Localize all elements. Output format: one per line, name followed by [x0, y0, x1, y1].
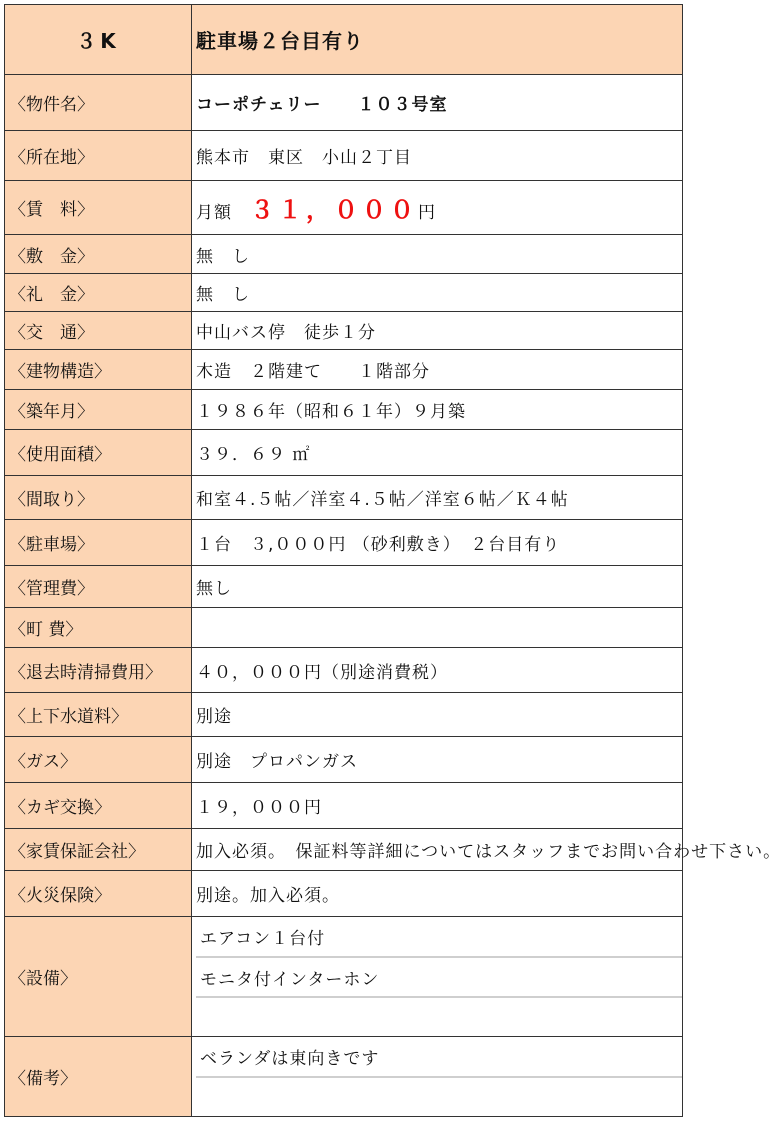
row-guarantor [5, 829, 683, 871]
label-address: 〈所在地〉 [5, 131, 192, 181]
row-property-name [5, 75, 683, 131]
value-key-change: １９，０００円 [192, 783, 683, 829]
label-built: 〈築年月〉 [5, 390, 192, 430]
row-address [5, 131, 683, 181]
row-structure [5, 350, 683, 390]
row-rent [5, 181, 683, 235]
value-area: ３９．６９ ㎡ [192, 430, 683, 476]
label-cleaning-fee: 〈退去時清掃費用〉 [5, 648, 192, 693]
row-deposit [5, 235, 683, 274]
label-key-change: 〈カギ交換〉 [5, 783, 192, 829]
row-parking [5, 520, 683, 566]
parking-note-header: 駐車場２台目有り [192, 5, 683, 75]
row-town-fee [5, 608, 683, 648]
label-key-money: 〈礼 金〉 [5, 274, 192, 312]
label-guarantor: 〈家賃保証会社〉 [5, 829, 192, 871]
row-insurance [5, 871, 683, 917]
value-town-fee [192, 608, 683, 648]
row-equipment [5, 917, 683, 1037]
label-water: 〈上下水道料〉 [5, 693, 192, 737]
value-deposit: 無 し [192, 235, 683, 274]
equipment-item: エアコン１台付 [196, 917, 682, 958]
remarks-item [196, 1078, 682, 1116]
value-address: 熊本市 東区 小山２丁目 [192, 131, 683, 181]
value-remarks [192, 1037, 683, 1117]
value-management-fee: 無し [192, 566, 683, 608]
row-water [5, 693, 683, 737]
label-management-fee: 〈管理費〉 [5, 566, 192, 608]
equipment-item [196, 998, 682, 1036]
value-property-name: コーポチェリー １０３号室 [192, 75, 683, 131]
value-rent [192, 181, 683, 235]
remarks-item: ベランダは東向きです [196, 1037, 682, 1078]
rent-amount: ３１，０００ [250, 196, 418, 224]
rent-prefix: 月額 [196, 203, 250, 223]
label-area: 〈使用面積〉 [5, 430, 192, 476]
value-structure: 木造 ２階建て １階部分 [192, 350, 683, 390]
value-guarantor: 加入必須。 保証料等詳細についてはスタッフまでお問い合わせ下さい。 [192, 829, 683, 871]
label-gas: 〈ガス〉 [5, 737, 192, 783]
label-town-fee: 〈町 費〉 [5, 608, 192, 648]
property-sheet [4, 4, 781, 1117]
row-built [5, 390, 683, 430]
value-key-money: 無 し [192, 274, 683, 312]
label-remarks: 〈備考〉 [5, 1037, 192, 1117]
header-row [5, 5, 683, 75]
label-access: 〈交 通〉 [5, 312, 192, 350]
rent-suffix: 円 [418, 203, 436, 223]
layout-type: ３K [5, 5, 192, 75]
label-parking: 〈駐車場〉 [5, 520, 192, 566]
label-structure: 〈建物構造〉 [5, 350, 192, 390]
label-rent: 〈賃 料〉 [5, 181, 192, 235]
value-floorplan: 和室４.５帖／洋室４.５帖／洋室６帖／Ｋ４帖 [192, 476, 683, 520]
label-insurance: 〈火災保険〉 [5, 871, 192, 917]
label-deposit: 〈敷 金〉 [5, 235, 192, 274]
value-cleaning-fee: ４０，０００円（別途消費税） [192, 648, 683, 693]
value-water: 別途 [192, 693, 683, 737]
value-access: 中山バス停 徒歩１分 [192, 312, 683, 350]
row-access [5, 312, 683, 350]
value-parking: １台 ３,０００円 （砂利敷き） ２台目有り [192, 520, 683, 566]
value-gas: 別途 プロパンガス [192, 737, 683, 783]
label-property-name: 〈物件名〉 [5, 75, 192, 131]
value-equipment [192, 917, 683, 1037]
equipment-item: モニタ付インターホン [196, 958, 682, 998]
row-key-money [5, 274, 683, 312]
row-cleaning-fee [5, 648, 683, 693]
row-management-fee [5, 566, 683, 608]
row-key-change [5, 783, 683, 829]
row-remarks [5, 1037, 683, 1117]
value-insurance: 別途。加入必須。 [192, 871, 683, 917]
row-area [5, 430, 683, 476]
row-floorplan [5, 476, 683, 520]
label-floorplan: 〈間取り〉 [5, 476, 192, 520]
row-gas [5, 737, 683, 783]
value-built: １９８６年（昭和６１年）９月築 [192, 390, 683, 430]
label-equipment: 〈設備〉 [5, 917, 192, 1037]
